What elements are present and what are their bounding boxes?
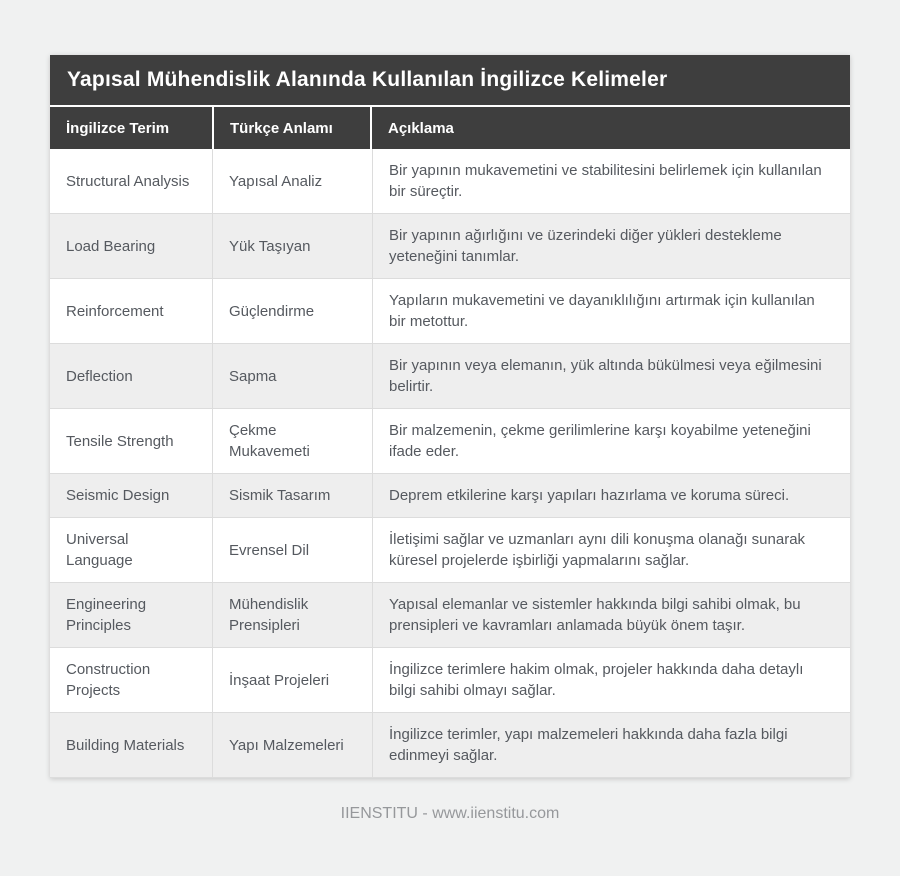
term-text: Universal Language bbox=[66, 531, 133, 569]
column-header-turkish-meaning: Türkçe Anlamı bbox=[212, 107, 370, 149]
column-header-english-term: İngilizce Terim bbox=[66, 119, 170, 137]
description-cell bbox=[372, 713, 850, 777]
description-cell bbox=[372, 648, 850, 712]
term-text: Building Materials bbox=[66, 736, 185, 754]
table-row bbox=[50, 214, 850, 279]
term-cell bbox=[50, 474, 212, 517]
description-text: Yapıların mukavemetini ve dayanıklılığını artırmak için kullanılan bir metottur. bbox=[389, 292, 815, 330]
meaning-text: Yük Taşıyan bbox=[229, 237, 311, 255]
meaning-text: Yapısal Analiz bbox=[229, 172, 323, 190]
term-text: Reinforcement bbox=[66, 302, 164, 320]
term-cell bbox=[50, 518, 212, 582]
term-cell bbox=[50, 713, 212, 777]
table-header-row bbox=[50, 107, 850, 149]
description-text: Bir yapının ağırlığını ve üzerindeki diğer yükleri destekleme yeteneğini tanımlar. bbox=[389, 227, 782, 265]
table-body bbox=[50, 149, 850, 778]
description-text: Bir malzemenin, çekme gerilimlerine karşı koyabilme yeteneğini ifade eder. bbox=[389, 422, 811, 460]
meaning-cell bbox=[212, 474, 372, 517]
meaning-cell bbox=[212, 409, 372, 473]
term-cell bbox=[50, 648, 212, 712]
meaning-text: Mühendislik Prensipleri bbox=[229, 596, 309, 634]
term-text: Deflection bbox=[66, 367, 133, 385]
meaning-cell bbox=[212, 214, 372, 278]
page-title: Yapısal Mühendislik Alanında Kullanılan İngilizce Kelimeler bbox=[50, 55, 850, 107]
table-row bbox=[50, 149, 850, 214]
description-cell bbox=[372, 344, 850, 408]
description-cell bbox=[372, 214, 850, 278]
term-cell bbox=[50, 149, 212, 213]
table-row bbox=[50, 518, 850, 583]
description-cell bbox=[372, 409, 850, 473]
column-header-description: Açıklama bbox=[370, 107, 850, 149]
footer-branding: IIENSTITU - www.iienstitu.com bbox=[340, 805, 560, 822]
term-cell bbox=[50, 279, 212, 343]
description-text: İngilizce terimler, yapı malzemeleri hakkında daha fazla bilgi edinmeyi sağlar. bbox=[389, 726, 788, 764]
meaning-cell bbox=[212, 149, 372, 213]
meaning-cell bbox=[212, 518, 372, 582]
term-text: Tensile Strength bbox=[66, 432, 174, 450]
table-row bbox=[50, 409, 850, 474]
description-text: İngilizce terimlere hakim olmak, projeler hakkında daha detaylı bilgi sahibi olmayı sağlar. bbox=[389, 661, 804, 699]
term-text: Engineering Principles bbox=[66, 596, 147, 634]
meaning-cell bbox=[212, 583, 372, 647]
meaning-text: Güçlendirme bbox=[229, 302, 315, 320]
description-cell bbox=[372, 149, 850, 213]
term-text: Load Bearing bbox=[66, 237, 156, 255]
vocabulary-table-card bbox=[50, 55, 850, 778]
meaning-text: Sapma bbox=[229, 367, 277, 385]
meaning-text: İnşaat Projeleri bbox=[229, 671, 330, 689]
term-cell bbox=[50, 583, 212, 647]
description-text: Bir yapının veya elemanın, yük altında bükülmesi veya eğilmesini belirtir. bbox=[389, 357, 822, 395]
term-cell bbox=[50, 214, 212, 278]
meaning-text: Evrensel Dil bbox=[229, 541, 310, 559]
term-text: Construction Projects bbox=[66, 661, 151, 699]
meaning-text: Yapı Malzemeleri bbox=[229, 736, 344, 754]
table-row bbox=[50, 344, 850, 409]
table-row bbox=[50, 279, 850, 344]
description-cell bbox=[372, 474, 850, 517]
term-cell bbox=[50, 344, 212, 408]
description-text: Bir yapının mukavemetini ve stabilitesini belirlemek için kullanılan bir süreçtir. bbox=[389, 162, 822, 200]
table-row bbox=[50, 648, 850, 713]
description-text: İletişimi sağlar ve uzmanları aynı dili konuşma olanağı sunarak küresel projelerde işbirliği yapmalarını sağlar. bbox=[389, 531, 806, 569]
description-text: Yapısal elemanlar ve sistemler hakkında bilgi sahibi olmak, bu prensipleri ve kavramları anlamada büyük önem taşır. bbox=[389, 596, 801, 634]
table-row bbox=[50, 583, 850, 648]
table-row bbox=[50, 713, 850, 778]
description-cell bbox=[372, 518, 850, 582]
description-cell bbox=[372, 583, 850, 647]
meaning-cell bbox=[212, 279, 372, 343]
meaning-cell bbox=[212, 648, 372, 712]
table-row bbox=[50, 474, 850, 518]
meaning-text: Sismik Tasarım bbox=[229, 487, 331, 504]
description-cell bbox=[372, 279, 850, 343]
meaning-text: Çekme Mukavemeti bbox=[229, 422, 310, 460]
meaning-cell bbox=[212, 713, 372, 777]
term-cell bbox=[50, 409, 212, 473]
meaning-cell bbox=[212, 344, 372, 408]
term-text: Structural Analysis bbox=[66, 172, 190, 190]
description-text: Deprem etkilerine karşı yapıları hazırlama ve koruma süreci. bbox=[389, 487, 790, 504]
term-text: Seismic Design bbox=[66, 487, 170, 504]
